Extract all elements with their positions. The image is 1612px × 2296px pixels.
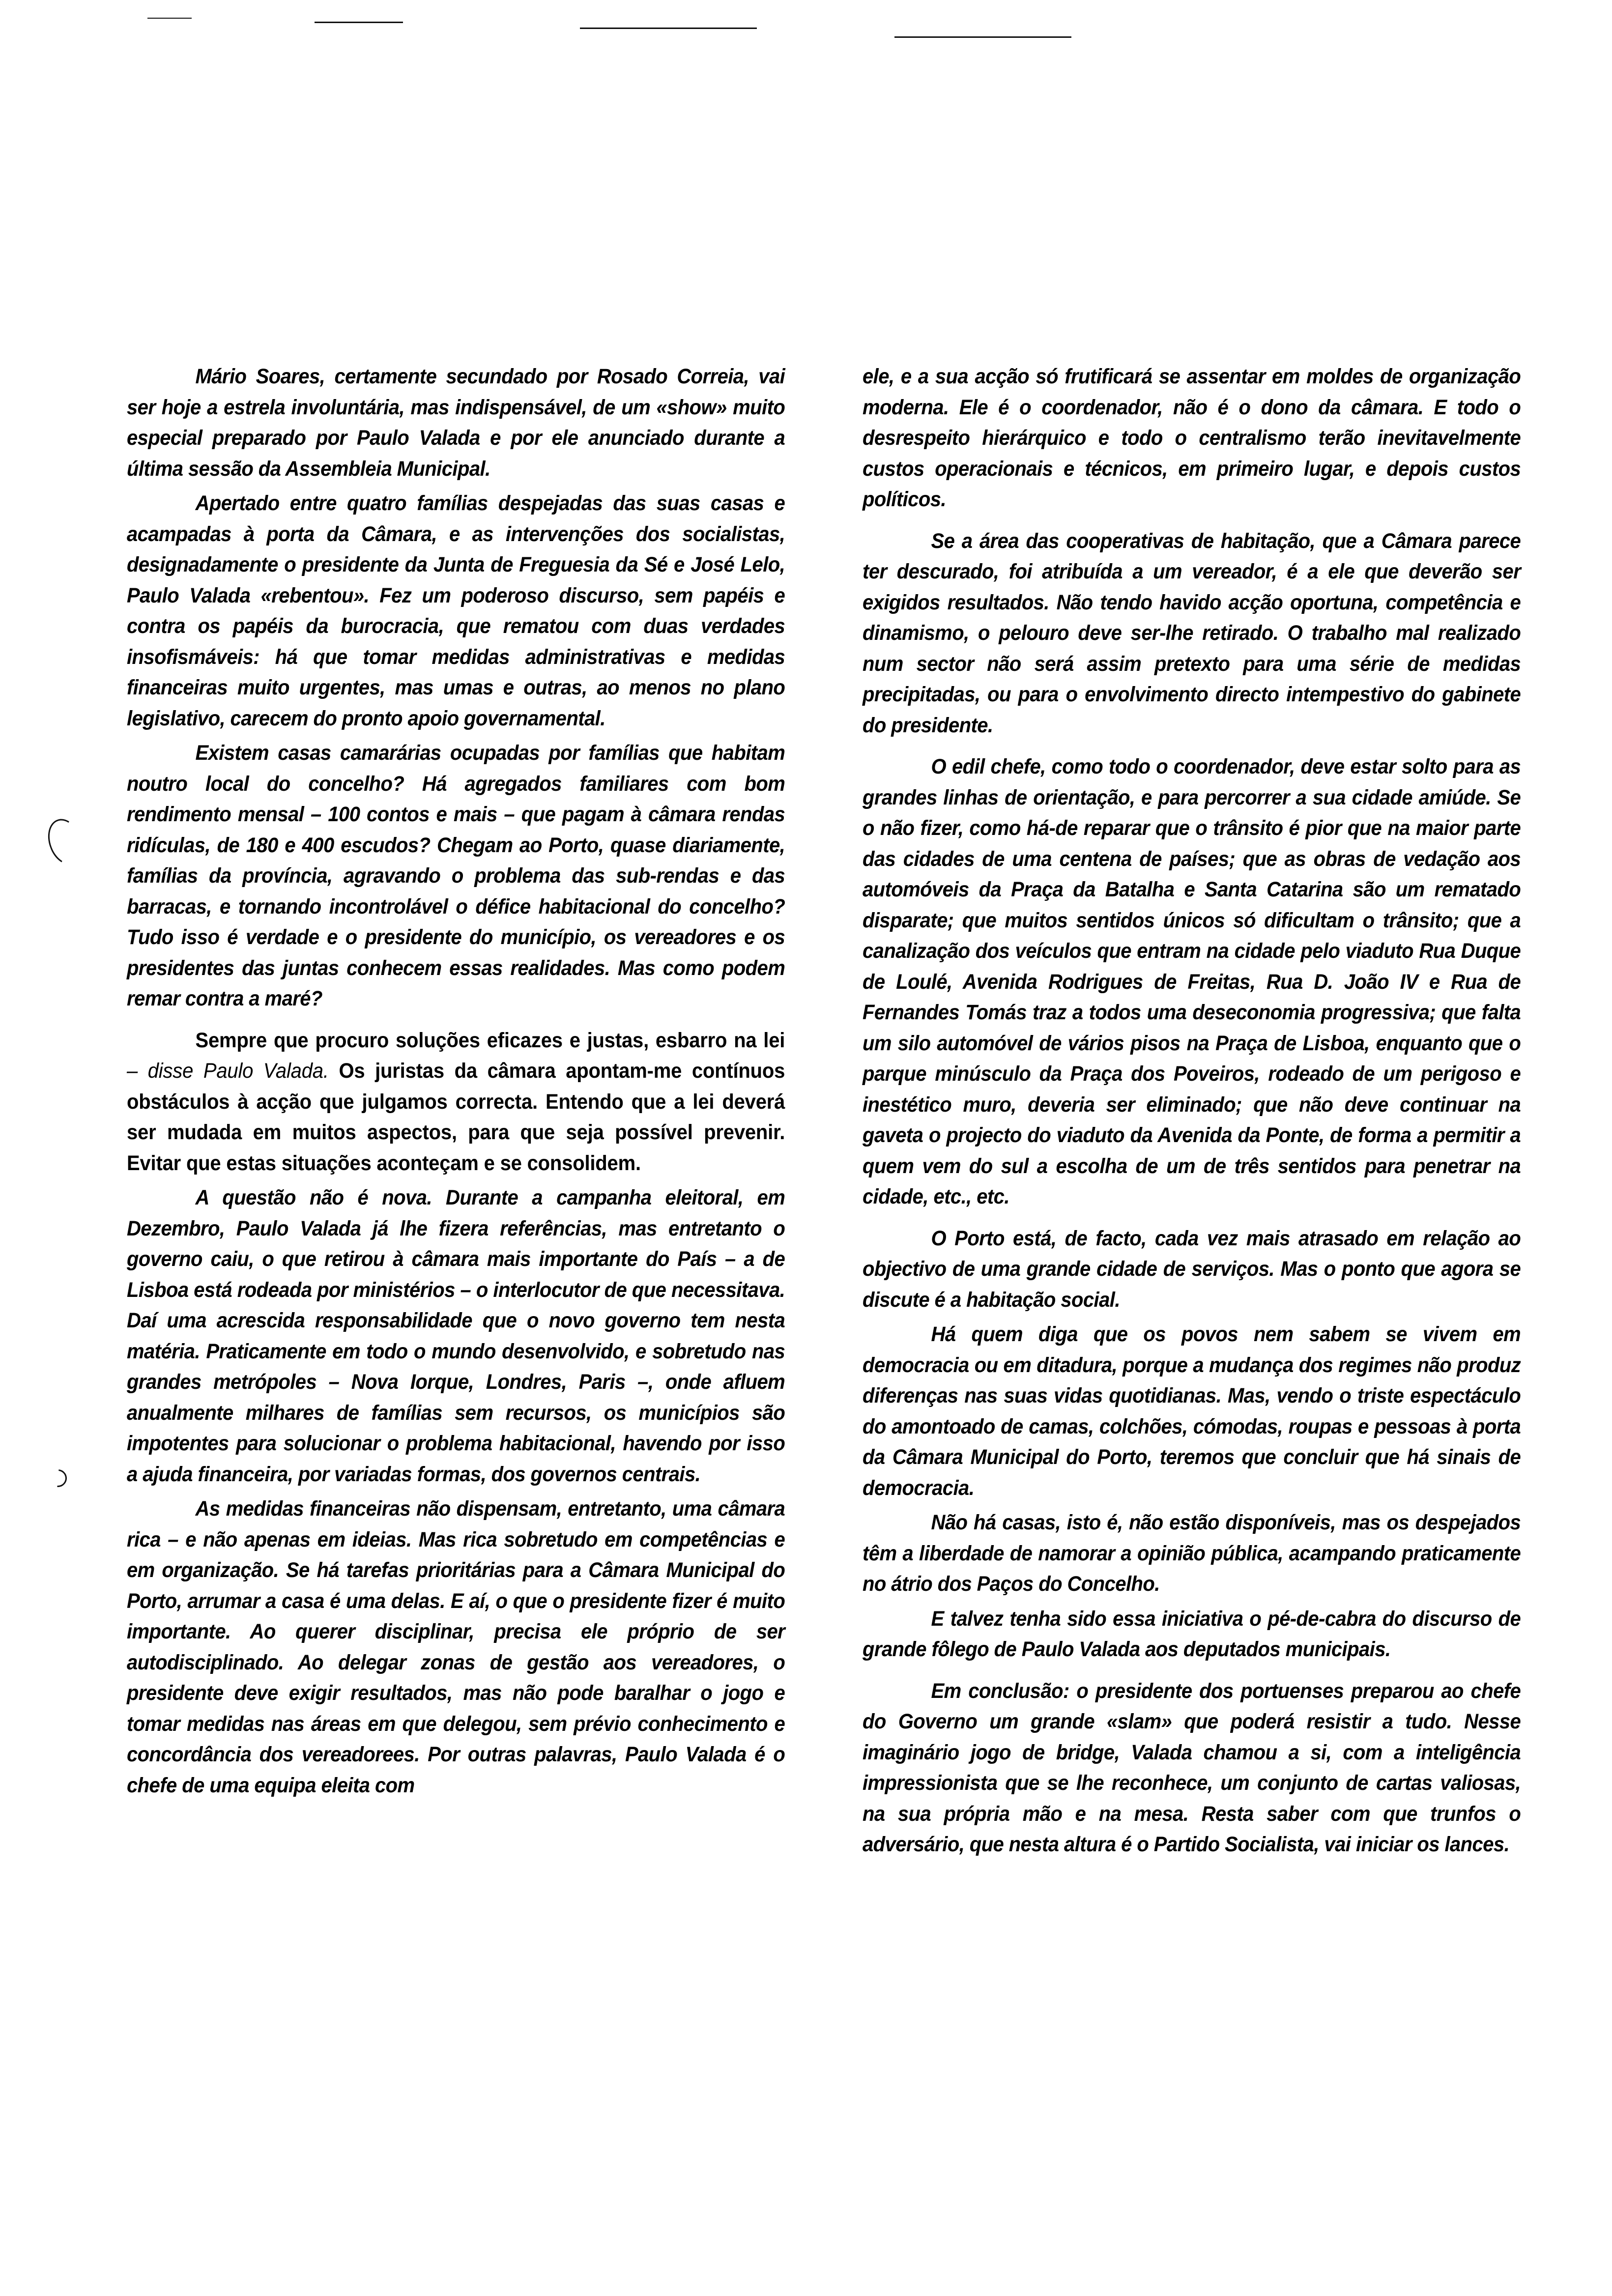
article-paragraph: Se a área das cooperativas de habitação, que a Câmara parece ter descurado, foi atribuída a um vereador, é a ele que deverão ser exigidos resultados. Não tendo havido acção oportuna, competência e dinamismo, o pelouro deve ser-lhe retirado. O trabalho mal realizado num sector não será assim pretexto para uma série de medidas precipitadas, ou para o envolvimento directo intempestivo do gabinete do presidente.: [863, 529, 1521, 737]
scan-edge-artifact: [147, 18, 192, 19]
article-paragraph: As medidas financeiras não dispensam, entretanto, uma câmara rica – e não apenas em ideias. Mas rica sobretudo em competências e em organização. Se há tarefas prioritárias para a Câmara Municipal do Porto, arrumar a casa é uma delas. E aí, o que o presidente fizer é muito importante. Ao querer disciplinar, precisa ele próprio de ser autodisciplinado. Ao delegar zonas de gestão aos vereadores, o presidente deve exigir resultados, mas não pode baralhar o jogo e tomar medidas nas áreas em que delegou, sem prévio conhecimento e concordância dos vereadorees. Por outras palavras, Paulo Valada é o chefe de uma equipa eleita com: [127, 1497, 785, 1797]
quote-text: Sempre que procuro soluções eficazes e justas, esbarro na lei: [195, 1028, 785, 1052]
quoted-statement: [127, 1025, 785, 1179]
punch-hole-mark: [42, 814, 89, 870]
article-paragraph-continued: ele, e a sua acção só frutificará se assentar em moldes de organização moderna. Ele é o coordenador, não é o dono da câmara. E todo o desrespeito hierárquico e todo o centralismo terão inevitavelmente custos operacionais e técnicos, em primeiro lugar, e depois custos políticos.: [863, 365, 1521, 511]
scan-edge-artifact: [315, 22, 403, 23]
quote-attribution: – disse Paulo Valada.: [127, 1059, 339, 1083]
article-paragraph: A questão não é nova. Durante a campanha eleitoral, em Dezembro, Paulo Valada já lhe fizera referências, mas entretanto o governo caiu, o que retirou à câmara mais importante do País – a de Lisboa está rodeada por ministérios – o interlocutor de que necessitava. Daí uma acrescida responsabilidade que o novo governo tem nesta matéria. Praticamente em todo o mundo desenvolvido, e sobretudo nas grandes metrópoles – Nova Iorque, Londres, Paris –, onde afluem anualmente milhares de famílias sem recursos, os municípios são impotentes para solucionar o problema habitacional, havendo por isso a ajuda financeira, por variadas formas, dos governos centrais.: [127, 1186, 785, 1486]
scan-edge-artifact: [894, 36, 1071, 38]
article-paragraph: Não há casas, isto é, não estão disponíveis, mas os despejados têm a liberdade de namorar a opinião pública, acampando praticamente no átrio dos Paços do Concelho.: [863, 1511, 1521, 1596]
article-column-left: [127, 361, 785, 1805]
article-paragraph: Há quem diga que os povos nem sabem se vivem em democracia ou em ditadura, porque a mudança dos regimes não produz diferenças nas suas vidas quotidianas. Mas, vendo o triste espectáculo do amontoado de camas, colchões, cómodas, roupas e pessoas à porta da Câmara Municipal do Porto, teremos que concluir que há sinais de democracia.: [863, 1322, 1521, 1500]
scan-edge-artifact: [580, 28, 757, 29]
article-paragraph: Existem casas camarárias ocupadas por famílias que habitam noutro local do concelho? Há agregados familiares com bom rendimento mensal – 100 contos e mais – que pagam à câmara rendas ridículas, de 180 e 400 escudos? Chegam ao Porto, quase diariamente, famílias da província, agravando o problema das sub-rendas e das barracas, e tornando incontrolável o défice habitacional do concelho? Tudo isso é verdade e o presidente do município, os vereadores e os presidentes das juntas conhecem essas realidades. Mas como podem remar contra a maré?: [127, 741, 785, 1010]
article-paragraph: Em conclusão: o presidente dos portuenses preparou ao chefe do Governo um grande «slam» que poderá resistir a tudo. Nesse imaginário jogo de bridge, Valada chamou a si, com a inteligência impressionista que se lhe reconhece, um conjunto de cartas valiosas, na sua própria mão e na mesa. Resta saber com que trunfos o adversário, que nesta altura é o Partido Socialista, vai iniciar os lances.: [863, 1679, 1521, 1856]
article-paragraph: Apertado entre quatro famílias despejadas das suas casas e acampadas à porta da Câmara, e as intervenções dos socialistas, designadamente o presidente da Junta de Freguesia da Sé e José Lelo, Paulo Valada «rebentou». Fez um poderoso discurso, sem papéis e contra os papéis da burocracia, que rematou com duas verdades insofismáveis: há que tomar medidas administrativas e medidas financeiras muito urgentes, mas umas e outras, ao menos no plano legislativo, carecem do pronto apoio governamental.: [127, 491, 785, 730]
article-paragraph: O Porto está, de facto, cada vez mais atrasado em relação ao objectivo de uma grande cidade de serviços. Mas o ponto que agora se discute é a habitação social.: [863, 1226, 1521, 1312]
quote-text: Os juristas da câmara apontam-me contínuos obstáculos à acção que julgamos correcta. Entendo que a lei deverá ser mudada em muitos aspectos, para que seja possível prevenir. Evitar que estas situações aconteçam e se consolidem.: [127, 1059, 785, 1175]
punch-hole-mark: [46, 1466, 71, 1491]
article-paragraph: Mário Soares, certamente secundado por Rosado Correia, vai ser hoje a estrela involuntária, mas indispensável, de um «show» muito especial preparado por Paulo Valada e por ele anunciado durante a última sessão da Assembleia Municipal.: [127, 365, 785, 481]
article-paragraph: E talvez tenha sido essa iniciativa o pé-de-cabra do discurso de grande fôlego de Paulo Valada aos deputados municipais.: [863, 1607, 1521, 1661]
article-paragraph: O edil chefe, como todo o coordenador, deve estar solto para as grandes linhas de orientação, e para percorrer a sua cidade amiúde. Se o não fizer, como há-de reparar que o trânsito é pior que na maior parte das cidades de uma centena de países; que as obras de vedação aos automóveis da Praça da Batalha e Santa Catarina são um rematado disparate; que muitos sentidos únicos só dificultam o trânsito; que a canalização dos veículos que entram na cidade pelo viaduto Rua Duque de Loulé, Avenida Rodrigues de Freitas, Rua D. João IV e Rua de Fernandes Tomás traz a todos uma deseconomia progressiva; que falta um silo automóvel de vários pisos na Praça de Lisboa, enquanto que o parque minúsculo da Praça dos Poveiros, rodeado de um perigoso e inestético muro, deveria ser eliminado; que não deve continuar na gaveta o projecto do viaduto da Avenida da Ponte, de forma a permitir a quem vem do sul a escolha de um de três sentidos para penetrar na cidade, etc., etc.: [863, 755, 1521, 1208]
article-column-right: [863, 361, 1521, 1864]
